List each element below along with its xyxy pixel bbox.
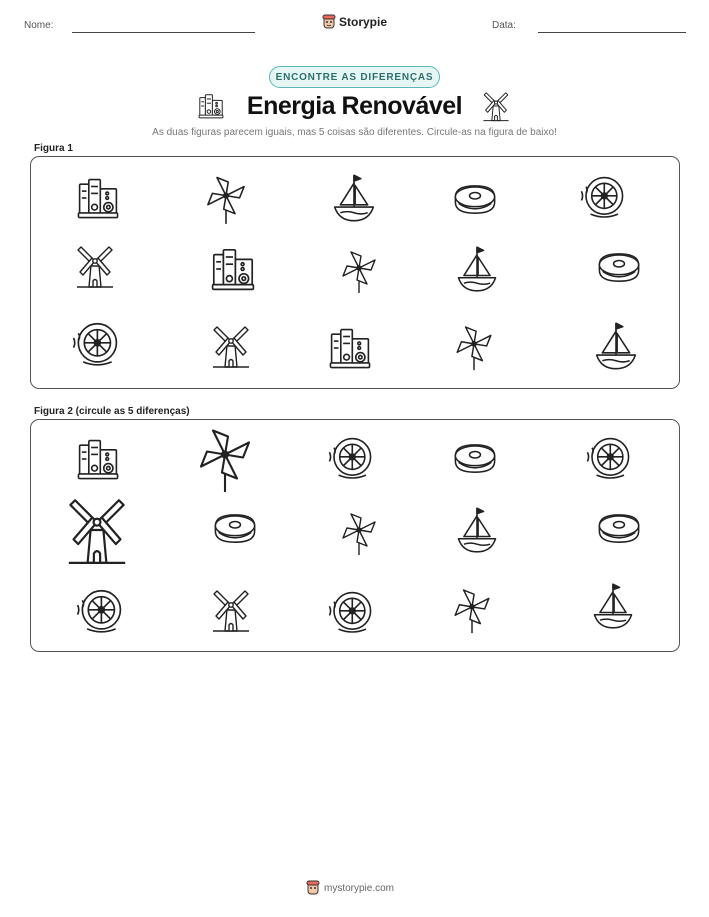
footer-url[interactable]: mystorypie.com [324, 882, 395, 894]
date-label: Data: [492, 20, 516, 31]
coin-icon[interactable] [451, 440, 499, 476]
page-title: Energia Renovável [246, 92, 463, 120]
waterwheel-icon[interactable] [71, 319, 119, 369]
figure1-label: Figura 1 [34, 143, 73, 154]
sailboat-icon[interactable] [455, 506, 499, 554]
coin-icon[interactable] [595, 249, 643, 285]
pinwheel-icon[interactable] [451, 584, 493, 636]
pinwheel-icon[interactable] [339, 245, 379, 297]
storypie-mascot-icon [306, 880, 320, 896]
coin-icon[interactable] [451, 181, 499, 217]
coin-icon[interactable] [595, 510, 643, 546]
title-row [0, 90, 709, 124]
pinwheel-icon[interactable] [453, 321, 495, 373]
instructions: As duas figuras parecem iguais, mas 5 coisas são diferentes. Circule-as na figura de baixo! [152, 127, 557, 138]
windmill-icon [482, 90, 510, 127]
pinwheel-icon[interactable] [339, 508, 379, 558]
figure2-label: Figura 2 (circule as 5 diferenças) [34, 406, 190, 417]
factory-icon[interactable] [327, 325, 373, 371]
name-line[interactable] [72, 32, 255, 33]
coin-icon[interactable] [211, 510, 259, 546]
waterwheel-icon[interactable] [579, 173, 625, 221]
sailboat-icon[interactable] [455, 245, 499, 293]
sailboat-icon[interactable] [593, 321, 639, 371]
waterwheel-icon[interactable] [585, 434, 631, 482]
windmill-icon[interactable] [211, 321, 251, 371]
figure2-panel [30, 419, 680, 652]
factory-icon[interactable] [75, 175, 121, 221]
waterwheel-icon[interactable] [327, 588, 373, 636]
footer [306, 880, 394, 896]
figure1-panel [30, 156, 680, 389]
factory-icon[interactable] [209, 245, 257, 293]
pinwheel-icon[interactable] [203, 173, 249, 225]
storypie-mascot-icon [322, 14, 336, 30]
factory-icon[interactable] [75, 436, 121, 482]
windmill-icon[interactable] [211, 586, 251, 634]
date-line[interactable] [538, 32, 686, 33]
windmill-icon[interactable] [65, 494, 129, 566]
waterwheel-icon[interactable] [75, 586, 123, 636]
sailboat-icon[interactable] [591, 582, 635, 630]
brand-name: Storypie [339, 15, 388, 29]
windmill-icon[interactable] [75, 241, 115, 291]
sailboat-icon[interactable] [331, 173, 377, 223]
waterwheel-icon[interactable] [327, 434, 373, 482]
brand-logo [322, 14, 387, 30]
name-label: Nome: [24, 20, 54, 31]
activity-badge: ENCONTRE AS DIFERENÇAS [269, 66, 440, 88]
pinwheel-icon[interactable] [195, 424, 255, 494]
